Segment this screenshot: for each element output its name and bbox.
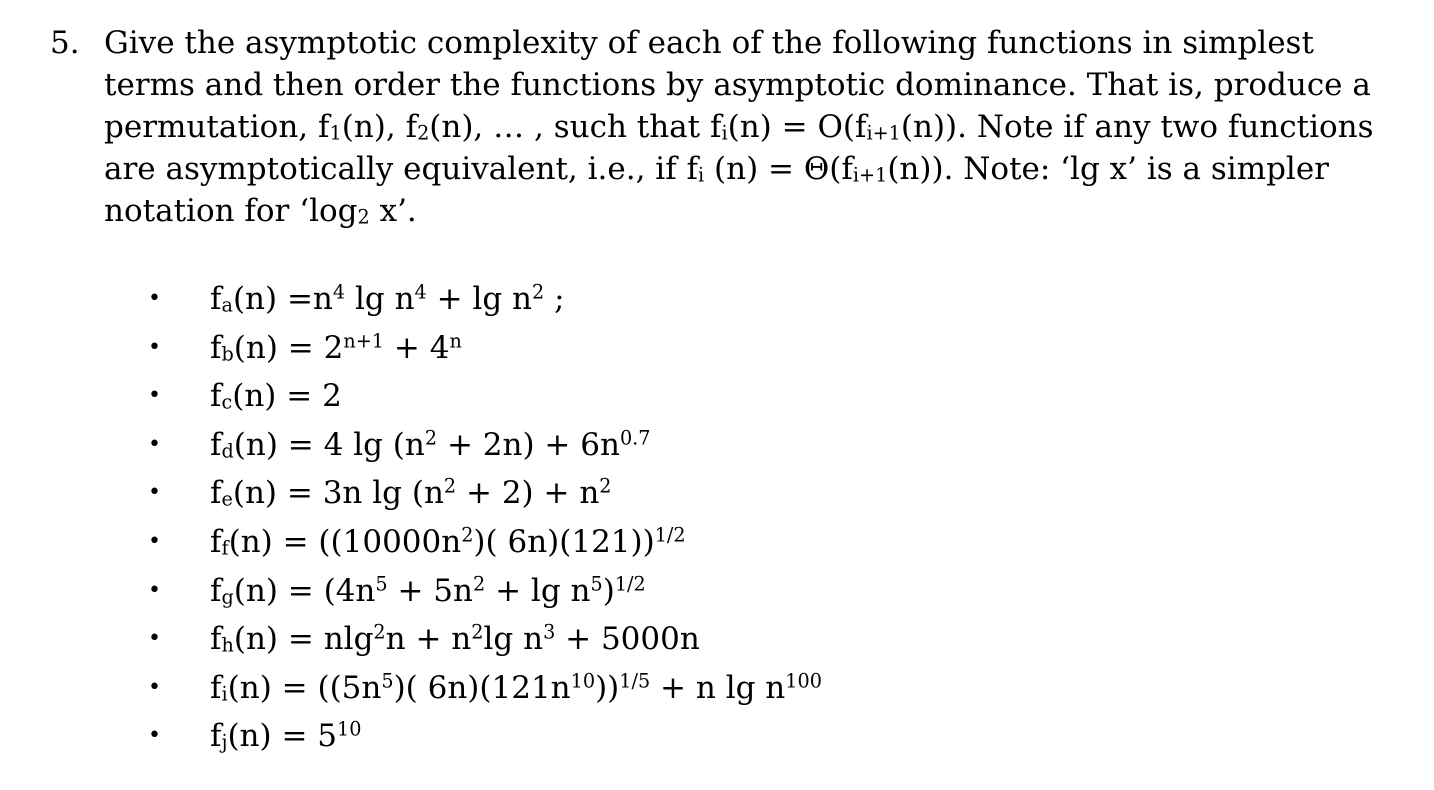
- question-line-2: terms and then order the functions by asymptotic dominance. That is, produce a: [104, 67, 1371, 103]
- text-run: )): [595, 669, 620, 706]
- superscript: 2: [471, 620, 484, 644]
- f-symbol: f: [210, 378, 222, 415]
- text-run: (n) = ((10000n: [228, 523, 462, 560]
- question-line-1: Give the asymptotic complexity of each of the following functions in simplest: [104, 25, 1314, 61]
- superscript: 2: [532, 280, 545, 304]
- f-symbol: f: [210, 281, 222, 317]
- superscript: 2: [443, 474, 457, 498]
- bullet-icon: •: [148, 383, 161, 409]
- superscript: 1/2: [614, 572, 646, 595]
- question-text: [104, 22, 1404, 232]
- text-run: + 5000n: [555, 621, 700, 658]
- bullet-icon: •: [148, 334, 161, 360]
- subscript: a: [221, 293, 233, 317]
- formula-fe: [210, 469, 612, 518]
- text-run: x’.: [369, 193, 417, 229]
- question-number: 5.: [50, 25, 80, 61]
- superscript: 5: [375, 572, 388, 595]
- f-symbol: f: [210, 475, 222, 512]
- bullet-icon: •: [148, 674, 161, 700]
- formula-ff: [210, 518, 686, 567]
- superscript: 10: [570, 669, 596, 693]
- subscript: i+1: [852, 163, 888, 187]
- superscript: 4: [414, 280, 427, 304]
- superscript: 4: [332, 280, 346, 304]
- text-run: (n) = (4n: [233, 572, 376, 609]
- text-run: + 5n: [387, 572, 473, 609]
- subscript: i: [221, 682, 228, 706]
- text-run: lg n: [345, 281, 415, 317]
- subscript: i+1: [866, 121, 901, 145]
- question-line-4: [104, 148, 1404, 190]
- question-line-5: [104, 190, 1404, 232]
- text-run: (n) = 3n lg (n: [232, 475, 444, 512]
- subscript: d: [221, 439, 234, 463]
- subscript: j: [221, 730, 228, 754]
- text-run: + 2) + n: [456, 475, 600, 512]
- formula-fg: [210, 567, 646, 616]
- subscript: i: [698, 163, 705, 187]
- text-run: )( 6n)(121n: [393, 669, 571, 706]
- text-run: are asymptotically equivalent, i.e., if f: [104, 151, 699, 187]
- text-run: (n) = 5: [227, 718, 338, 755]
- subscript: f: [221, 536, 229, 560]
- f-symbol: f: [210, 572, 222, 609]
- subscript: 2: [417, 121, 430, 145]
- superscript: 10: [337, 717, 362, 741]
- superscript: 0.7: [619, 426, 651, 450]
- text-run: (n) = 2: [233, 329, 344, 366]
- bullet-icon: •: [148, 286, 161, 311]
- text-run: (n), … , such that f: [429, 109, 722, 145]
- text-run: + n lg n: [650, 669, 786, 706]
- text-run: (n) = Θ(f: [704, 151, 853, 187]
- formula-fa: [210, 275, 565, 324]
- bullet-icon: •: [148, 528, 161, 554]
- superscript: 2: [424, 426, 438, 450]
- bullet-icon: •: [148, 723, 161, 749]
- superscript: 1/5: [619, 669, 651, 693]
- formula-fd: [210, 421, 650, 470]
- text-run: (n) = nlg: [233, 621, 374, 658]
- text-run: (n) = ((5n: [227, 669, 382, 706]
- subscript: h: [221, 633, 234, 657]
- formula-fb: [210, 324, 462, 373]
- bullet-icon: •: [148, 626, 161, 652]
- formula-fc: [210, 372, 342, 421]
- text-run: (n)). Note: ‘lg x’ is a simpler: [887, 151, 1329, 187]
- text-run: (n) = 4 lg (n: [233, 426, 425, 463]
- formula-fi: [210, 664, 822, 713]
- bullet-icon: •: [148, 431, 161, 457]
- bullet-icon: •: [148, 577, 161, 603]
- text-run: notation for ‘log: [104, 193, 358, 229]
- superscript: n: [449, 329, 462, 353]
- text-run: (n) = O(f: [727, 109, 867, 145]
- superscript: n+1: [343, 329, 385, 353]
- subscript: 1: [329, 121, 342, 145]
- bullet-icon: •: [148, 480, 161, 506]
- superscript: 1/2: [654, 523, 686, 547]
- superscript: 2: [473, 572, 486, 595]
- text-run: + lg n: [485, 572, 591, 609]
- superscript: 5: [590, 572, 603, 595]
- text-run: + 2n) + 6n: [437, 426, 620, 463]
- text-run: (n) = 2: [232, 378, 342, 415]
- text-run: )( 6n)(121)): [473, 523, 655, 560]
- text-run: ;: [544, 281, 565, 317]
- subscript: c: [221, 390, 233, 414]
- subscript: 2: [357, 205, 370, 229]
- f-symbol: f: [210, 426, 222, 463]
- question-line-3: [104, 106, 1404, 148]
- subscript: g: [221, 584, 234, 608]
- text-run: + 4: [384, 329, 450, 366]
- formula-fh: [210, 615, 700, 664]
- superscript: 2: [599, 474, 612, 498]
- superscript: 3: [543, 620, 556, 644]
- superscript: 2: [373, 620, 386, 644]
- f-symbol: f: [210, 669, 222, 706]
- subscript: b: [221, 341, 234, 365]
- text-run: permutation, f: [104, 109, 330, 145]
- subscript: i: [721, 121, 728, 145]
- text-run: (n)). Note if any two functions: [900, 109, 1374, 145]
- text-run: lg n: [483, 621, 544, 658]
- subscript: e: [221, 487, 233, 511]
- text-run: ): [602, 572, 615, 609]
- f-symbol: f: [210, 329, 222, 366]
- superscript: 100: [785, 669, 822, 693]
- superscript: 5: [381, 669, 394, 693]
- text-run: (n) =n: [232, 281, 333, 317]
- f-symbol: f: [210, 718, 222, 755]
- text-run: n + n: [385, 621, 472, 658]
- text-run: + lg n: [426, 281, 533, 317]
- text-run: (n), f: [341, 109, 418, 145]
- superscript: 2: [461, 523, 474, 547]
- formula-fj: [210, 712, 361, 761]
- f-symbol: f: [210, 523, 222, 560]
- f-symbol: f: [210, 621, 222, 658]
